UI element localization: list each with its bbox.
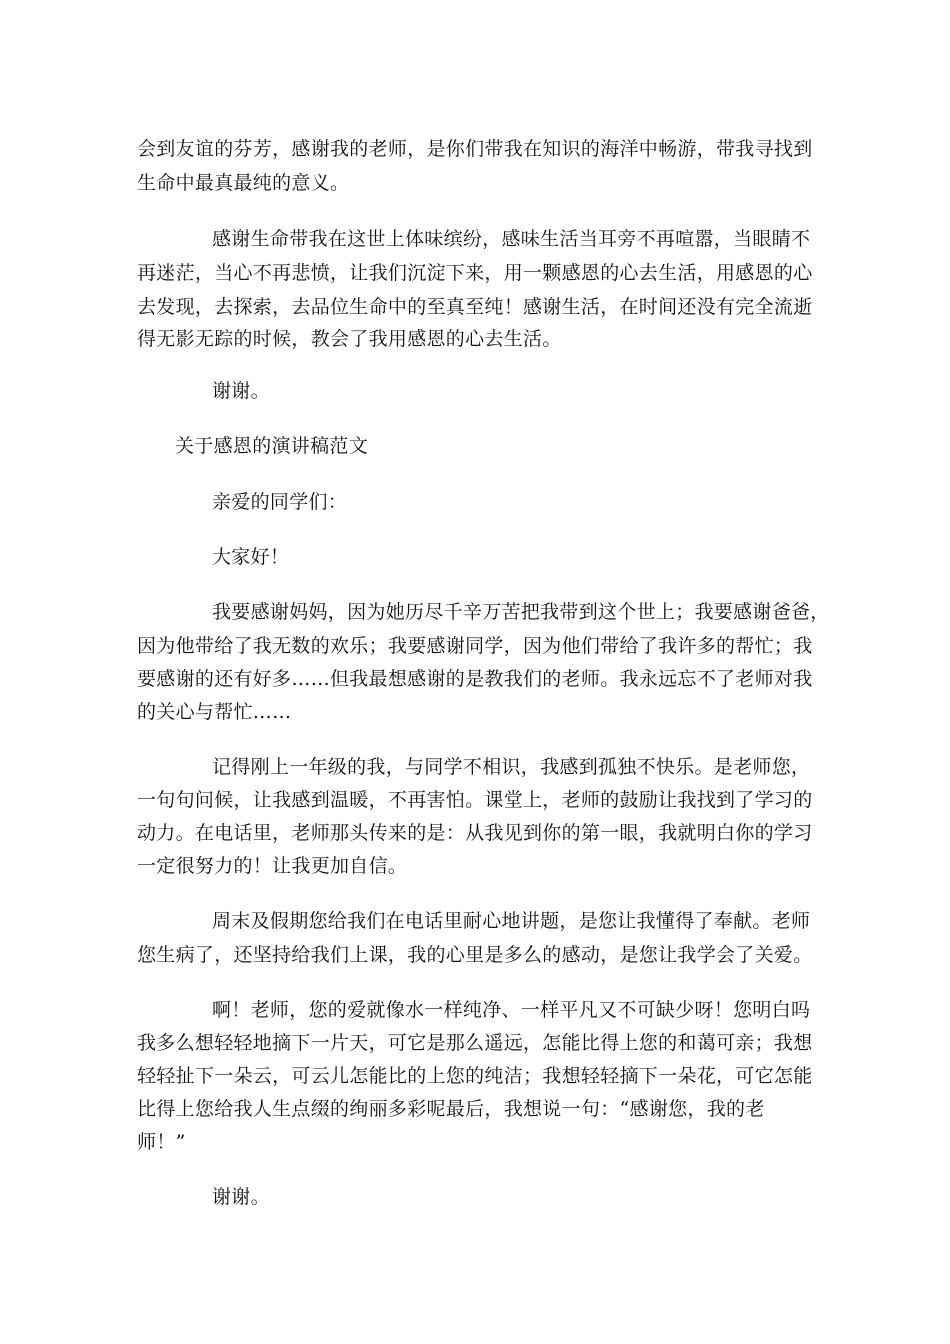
text-line: 周末及假期您给我们在电话里耐心地讲题，是您让我懂得了奉献。老师 bbox=[212, 910, 811, 932]
text-line: 感谢生命带我在这世上体味缤纷，感味生活当耳旁不再喧嚣，当眼睛不 bbox=[212, 228, 811, 250]
text-line: 因为他带给了我无数的欢乐；我要感谢同学，因为他们带给了我许多的帮忙；我 bbox=[137, 635, 813, 657]
text-line: 啊！老师，您的爱就像水一样纯净、一样平凡又不可缺少呀！您明白吗 bbox=[212, 999, 811, 1021]
text-line: 得无影无踪的时候，教会了我用感恩的心去生活。 bbox=[137, 328, 562, 350]
text-line: 的关心与帮忙…… bbox=[137, 701, 292, 723]
text-line: 会到友谊的芬芳，感谢我的老师，是你们带我在知识的海洋中畅游，带我寻找到 bbox=[137, 138, 813, 160]
text-line: 一句句问候，让我感到温暖，不再害怕。课堂上，老师的鼓励让我找到了学习的 bbox=[137, 789, 813, 811]
text-line: 去发现，去探索，去品位生命中的至真至纯！感谢生活，在时间还没有完全流逝 bbox=[137, 296, 813, 318]
text-line: 生命中最真最纯的意义。 bbox=[137, 172, 350, 194]
text-line: 再迷茫，当心不再悲愤，让我们沉淀下来，用一颗感恩的心去生活，用感恩的心 bbox=[137, 262, 813, 284]
text-line: 一定很努力的！让我更加自信。 bbox=[137, 855, 408, 877]
text-line: 谢谢。 bbox=[212, 380, 270, 402]
text-line: 师！” bbox=[137, 1131, 186, 1153]
text-line: 记得刚上一年级的我，与同学不相识，我感到孤独不快乐。是老师您， bbox=[212, 756, 811, 778]
text-line: 轻轻扯下一朵云，可云儿怎能比的上您的纯洁；我想轻轻摘下一朵花，可它怎能 bbox=[137, 1065, 813, 1087]
text-line: 您生病了，还坚持给我们上课，我的心里是多么的感动，是您让我学会了关爱。 bbox=[137, 944, 813, 966]
text-line: 我要感谢妈妈，因为她历尽千辛万苦把我带到这个世上；我要感谢爸爸， bbox=[212, 601, 830, 623]
text-line: 我多么想轻轻地摘下一片天，可它是那么遥远，怎能比得上您的和蔼可亲；我想 bbox=[137, 1032, 813, 1054]
text-line: 要感谢的还有好多……但我最想感谢的是教我们的老师。我永远忘不了老师对我 bbox=[137, 668, 813, 690]
text-line: 比得上您给我人生点缀的绚丽多彩呢最后，我想说一句：“感谢您，我的老 bbox=[137, 1098, 765, 1120]
text-line: 亲爱的同学们： bbox=[212, 491, 348, 513]
text-line: 动力。在电话里，老师那头传来的是：从我见到你的第一眼，我就明白你的学习 bbox=[137, 822, 813, 844]
section-title: 关于感恩的演讲稿范文 bbox=[175, 435, 369, 457]
text-line: 大家好！ bbox=[212, 546, 290, 568]
text-line: 谢谢。 bbox=[212, 1186, 270, 1208]
